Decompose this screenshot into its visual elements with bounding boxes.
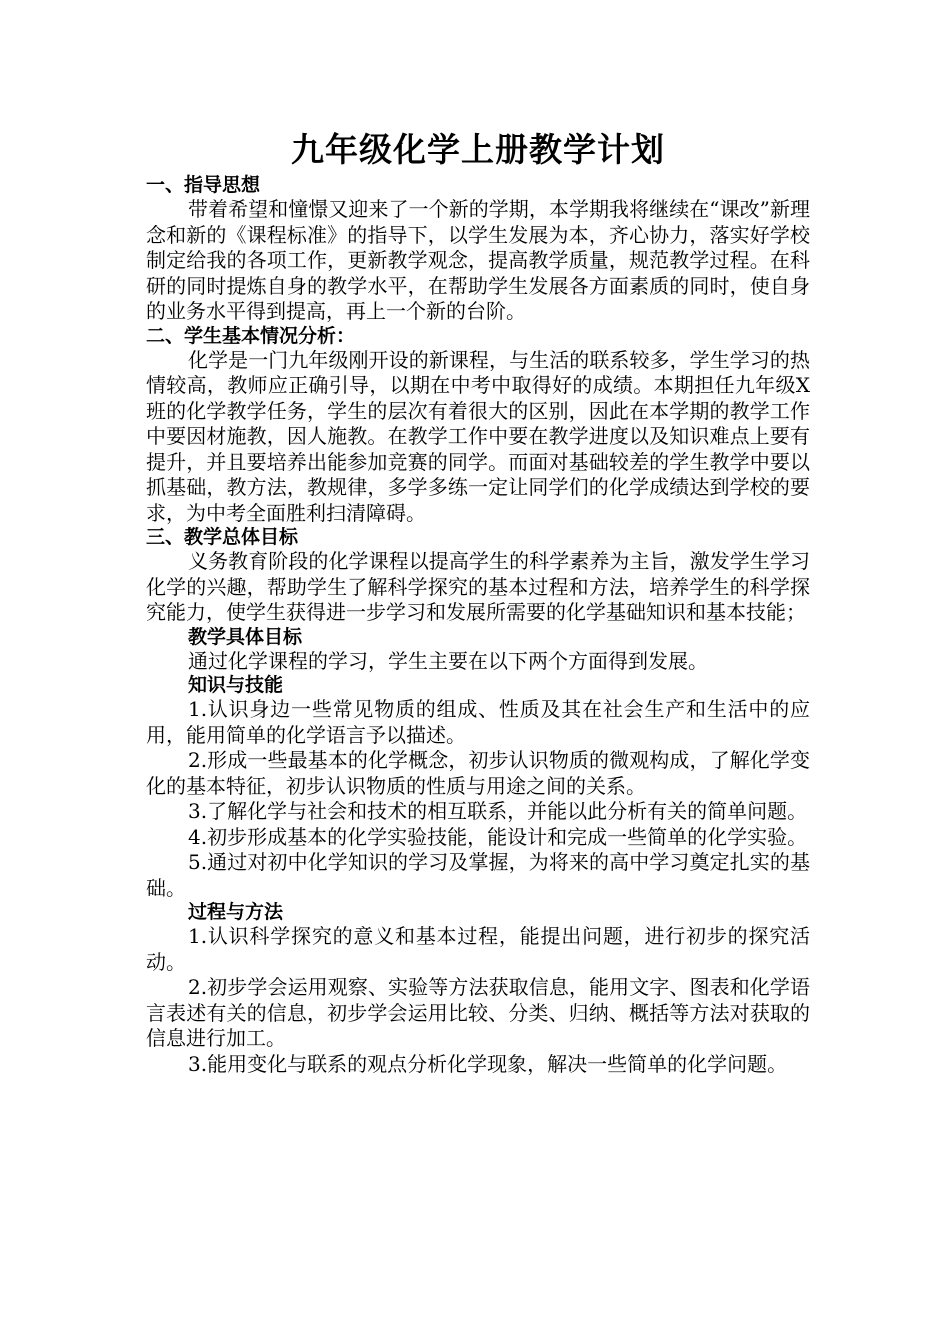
paragraph-overall-goals: 义务教育阶段的化学课程以提高学生的科学素养为主旨，激发学生学习化学的兴趣，帮助学生了解科学探究的基本过程和方法，培养学生的科学探究能力，使学生获得进一步学习和发展所需要的化学基础知识和基本技能；: [146, 549, 810, 624]
subheading-knowledge-skills: 知识与技能: [188, 674, 284, 696]
subheading-specific-goals: 教学具体目标: [188, 625, 303, 648]
paragraph-student-analysis: 化学是一门九年级刚开设的新课程，与生活的联系较多，学生学习的热情较高，教师应正确引导，以期在中考中取得好的成绩。本期担任九年级X班的化学教学任务，学生的层次有着很大的区别，因此在本学期的教学工作中要因材施教，因人施教。在教学工作中要在教学进度以及知识难点上要有提升，并且要培养出能参加竞赛的同学。而面对基础较差的学生教学中要以抓基础，教方法，教规律，多学多练一定让同学们的化学成绩达到学校的要求，为中考全面胜利扫清障碍。: [146, 347, 810, 525]
list-item: 4.初步形成基本的化学实验技能，能设计和完成一些简单的化学实验。: [188, 824, 808, 849]
list-item: 2.初步学会运用观察、实验等方法获取信息，能用文字、图表和化学语言表述有关的信息，初步学会运用比较、分类、归纳、概括等方法对获取的信息进行加工。: [146, 975, 810, 1050]
list-item: 1.认识科学探究的意义和基本过程，能提出问题，进行初步的探究活动。: [146, 924, 810, 974]
section-heading-student-analysis: 二、学生基本情况分析：: [146, 324, 356, 347]
list-item: 3.能用变化与联系的观点分析化学现象，解决一些简单的化学问题。: [188, 1051, 788, 1076]
list-item: 1.认识身边一些常见物质的组成、性质及其在社会生产和生活中的应用，能用简单的化学语言予以描述。: [146, 697, 810, 747]
paragraph-specific-goals: 通过化学课程的学习，学生主要在以下两个方面得到发展。: [188, 648, 708, 673]
subheading-process-methods: 过程与方法: [188, 901, 284, 923]
document-page: [146, 128, 810, 1077]
section-heading-overall-goals: 三、教学总体目标: [146, 526, 299, 548]
document-title: 九年级化学上册教学计划: [291, 130, 665, 169]
paragraph-guiding-thought: 带着希望和憧憬又迎来了一个新的学期，本学期我将继续在“课改”新理念和新的《课程标准》的指导下，以学生发展为本，齐心协力，落实好学校制定给我的各项工作，更新教学观念，提高教学质量，规范教学过程。在科研的同时提炼自身的教学水平，在帮助学生发展各方面素质的同时，使自身的业务水平得到提高，再上一个新的台阶。: [146, 197, 810, 323]
list-item: 3.了解化学与社会和技术的相互联系，并能以此分析有关的简单问题。: [188, 799, 808, 823]
list-item: 2.形成一些最基本的化学概念，初步认识物质的微观构成，了解化学变化的基本特征，初步认识物质的性质与用途之间的关系。: [146, 748, 810, 798]
section-heading-guiding-thought: 一、指导思想: [146, 174, 261, 196]
list-item: 5.通过对初中化学知识的学习及掌握，为将来的高中学习奠定扎实的基础。: [146, 850, 810, 900]
